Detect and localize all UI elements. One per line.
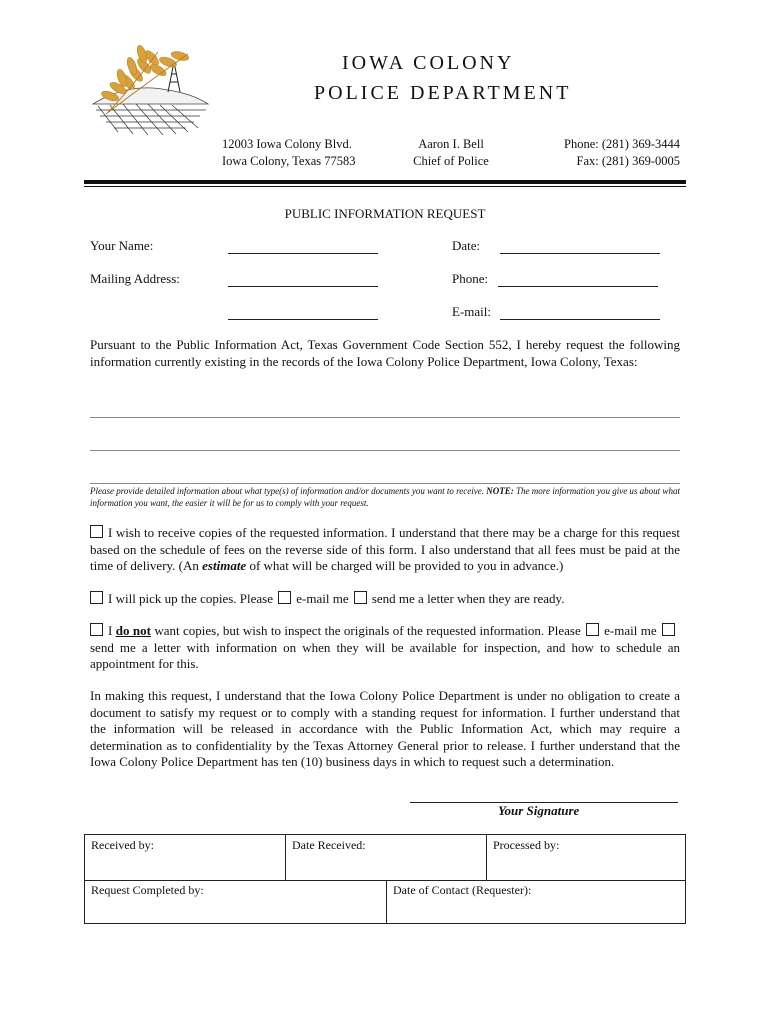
email-label: E-mail: (452, 304, 491, 319)
phone-number: Phone: (281) 369-3444 (564, 137, 680, 151)
request-line-3[interactable] (90, 483, 680, 484)
address-line1: 12003 Iowa Colony Blvd. (222, 137, 352, 151)
box-row-divider (85, 880, 685, 881)
header-divider-thick (84, 180, 686, 184)
inspect-email-checkbox[interactable] (586, 623, 599, 636)
department-logo (88, 42, 218, 137)
email-field[interactable] (500, 318, 660, 320)
copies-checkbox[interactable] (90, 525, 103, 538)
inspect-letter-text: send me a letter with information on when they will be available for inspection, and how to schedule an appointment for this. (90, 639, 680, 671)
option-pickup (90, 591, 680, 608)
address-block (222, 136, 355, 170)
option-copies (90, 525, 680, 575)
received-by-field[interactable]: Received by: (91, 838, 154, 852)
date-received-field[interactable]: Date Received: (292, 838, 366, 852)
box-divider-3 (386, 880, 387, 924)
copies-text: I wish to receive copies of the requested information. I understand that there may be a charge for this request based on the schedule of fees on the reverse side of this form. I also understand that all fees must be paid at the time of delivery. (An (90, 525, 680, 573)
mailing-address-field-line2[interactable] (228, 318, 378, 320)
request-line-2[interactable] (90, 450, 680, 451)
date-of-contact-field[interactable]: Date of Contact (Requester): (393, 883, 532, 897)
fax-number: Fax: (281) 369-0005 (576, 154, 680, 168)
form-title: PUBLIC INFORMATION REQUEST (284, 206, 486, 221)
signature-label: Your Signature (498, 803, 580, 818)
inspect-letter-checkbox[interactable] (662, 623, 675, 636)
chief-name: Aaron I. Bell (418, 137, 484, 151)
note-text: Please provide detailed information about what type(s) of information and/or documents you want to receive. (90, 486, 485, 496)
department-title-line1: IOWA COLONY (342, 52, 515, 74)
pickup-letter-checkbox[interactable] (354, 591, 367, 604)
phone-field[interactable] (498, 285, 658, 287)
inspect-email-text: e-mail me (604, 623, 657, 638)
pickup-email-checkbox[interactable] (278, 591, 291, 604)
office-use-box (84, 834, 686, 924)
inspect-text: want copies, but wish to inspect the originals of the requested information. Please (154, 623, 581, 638)
pickup-checkbox[interactable] (90, 591, 103, 604)
header-divider-thin (84, 186, 686, 187)
processed-by-field[interactable]: Processed by: (493, 838, 560, 852)
note-text2: The more information you give us about what information you want, the easier it will be for us to comply with your request. (90, 486, 680, 508)
chief-block (400, 136, 502, 170)
date-label: Date: (452, 238, 481, 253)
intro-paragraph: Pursuant to the Public Information Act, Texas Government Code Section 552, I hereby request the following information currently existing in the records of the Iowa Colony Police Department, Iowa Colony, Texas: (90, 337, 680, 369)
mailing-address-field-line1[interactable] (228, 285, 378, 287)
box-divider-2 (486, 835, 487, 880)
box-divider-1 (285, 835, 286, 880)
pickup-email-text: e-mail me (296, 591, 349, 606)
note-label: NOTE: (486, 486, 514, 496)
do-not-emphasis: do not (115, 623, 151, 638)
pickup-letter-text: send me a letter when they are ready. (371, 591, 565, 606)
closing-paragraph: In making this request, I understand that the Iowa Colony Police Department is under no obligation to create a document to satisfy my request or to comply with a standing request for information. I further understand that the information will be released in accordance with the Public Information Act, which may require a determination as to confidentiality by the Texas Attorney General prior to release. I further understand that the Iowa Colony Police Department has ten (10) business days in which to request such a determination. (90, 688, 680, 769)
contact-block (520, 136, 680, 170)
estimate-word: estimate (202, 558, 247, 573)
your-name-field[interactable] (228, 252, 378, 254)
address-line2: Iowa Colony, Texas 77583 (222, 154, 356, 168)
pickup-text: I will pick up the copies. Please (108, 591, 273, 606)
chief-title: Chief of Police (413, 154, 489, 168)
request-note (90, 485, 682, 509)
inspect-i: I (108, 623, 113, 638)
inspect-checkbox[interactable] (90, 623, 103, 636)
mailing-address-label: Mailing Address: (90, 271, 180, 286)
your-name-label: Your Name: (90, 238, 154, 253)
request-completed-by-field[interactable]: Request Completed by: (91, 883, 204, 897)
department-title-line2: POLICE DEPARTMENT (314, 82, 572, 104)
copies-text-end: of what will be charged will be provided to you in advance.) (249, 558, 564, 573)
request-line-1[interactable] (90, 417, 680, 418)
phone-label: Phone: (452, 271, 489, 286)
date-field[interactable] (500, 252, 660, 254)
option-inspect (90, 623, 680, 673)
